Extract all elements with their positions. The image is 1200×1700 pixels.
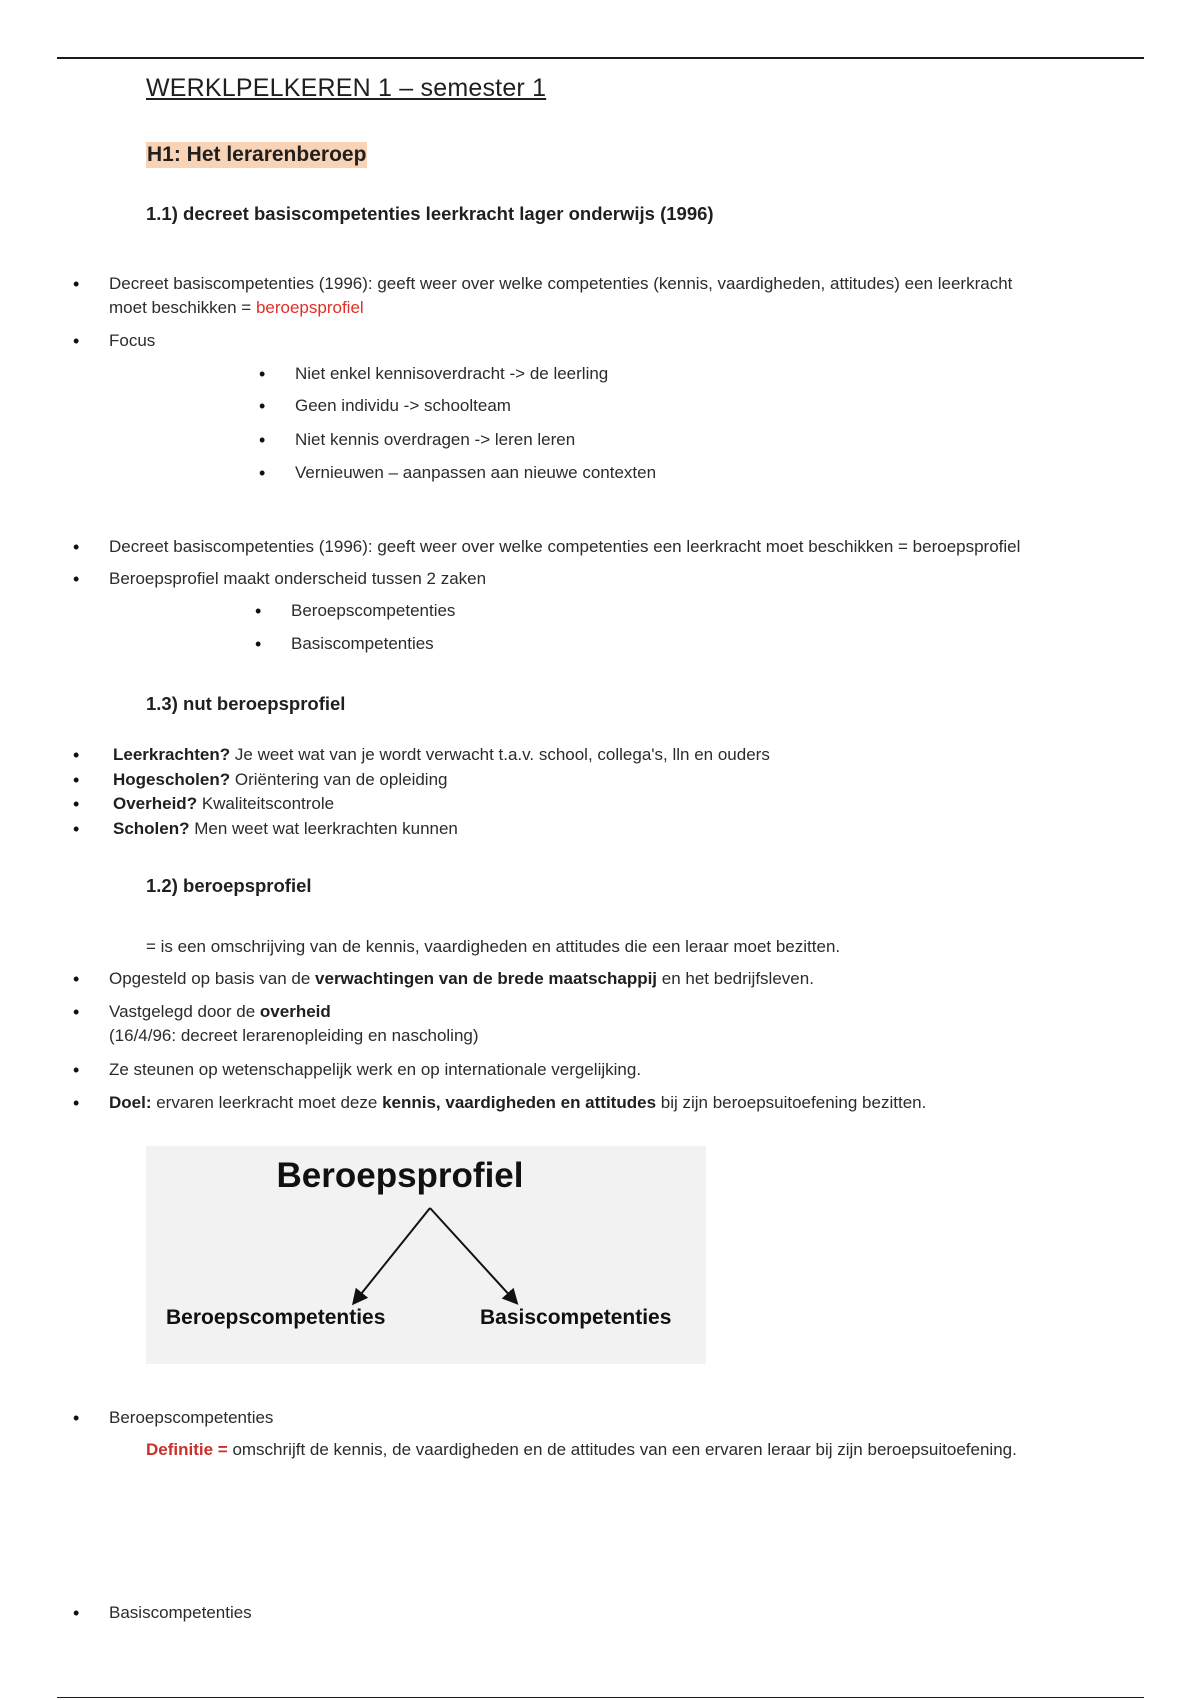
definition-line: [146, 1438, 1017, 1462]
label: Hogescholen?: [113, 770, 231, 789]
list-item: [113, 792, 334, 816]
bold-text: Doel:: [109, 1093, 152, 1112]
text: en het bedrijfsleven.: [657, 969, 814, 988]
line: (16/4/96: decreet lerarenopleiding en nascholing): [109, 1026, 479, 1045]
label: Leerkrachten?: [113, 745, 231, 764]
definition-text: = is een omschrijving van de kennis, vaardigheden en attitudes die een leraar moet bezitten.: [146, 937, 841, 956]
diagram-right: Basiscompetenties: [480, 1306, 672, 1329]
text: Oriëntering van de opleiding: [230, 770, 448, 789]
arrow-left: [357, 1208, 430, 1299]
label: Overheid?: [113, 794, 198, 813]
line: [109, 1000, 479, 1024]
diagram-left: Beroepscompetenties: [166, 1306, 386, 1329]
beroepsprofiel-diagram: [146, 1146, 706, 1364]
text: Vastgelegd door de: [109, 1002, 260, 1021]
chapter-heading: H1: Het lerarenberoep: [147, 143, 367, 166]
list-item: [109, 967, 814, 991]
bullet-text-line2: [109, 296, 1119, 320]
top-rule: [57, 57, 1144, 59]
bullet-text-line1: • Decreet basiscompetenties (1996): geeft weer over welke competenties (kennis, vaardigheden, attitudes) een leerkracht: [109, 274, 1013, 293]
list-item: [109, 272, 1119, 320]
list-item: • Basiscompetenties: [109, 1601, 252, 1625]
list-item: • Beroepscompetenties: [291, 599, 455, 623]
list-item: • Beroepscompetenties: [109, 1406, 273, 1430]
list-item: [113, 817, 458, 841]
bold-text: kennis, vaardigheden en attitudes: [382, 1093, 657, 1112]
list-item: • Beroepsprofiel maakt onderscheid tussen 2 zaken: [109, 567, 486, 591]
text: bij zijn beroepsuitoefening bezitten.: [656, 1093, 927, 1112]
text: Kwaliteitscontrole: [197, 794, 335, 813]
text: Opgesteld op basis van de: [109, 969, 316, 988]
list-item: • Basiscompetenties: [291, 632, 434, 656]
list-item: [109, 1091, 926, 1115]
highlight-beroepsprofiel: beroepsprofiel: [255, 298, 364, 317]
text: moet beschikken =: [109, 298, 256, 317]
list-item: • Niet kennis overdragen -> leren leren: [295, 428, 575, 452]
section-1-2-heading: 1.2) beroepsprofiel: [146, 875, 312, 896]
text: ervaren leerkracht moet deze: [151, 1093, 383, 1112]
label: Scholen?: [113, 819, 190, 838]
definition-text: omschrijft de kennis, de vaardigheden en de attitudes van een ervaren leraar bij zijn beroepsuitoefening.: [227, 1440, 1017, 1459]
list-item: [109, 1000, 479, 1048]
section-1-1-heading: 1.1) decreet basiscompetenties leerkracht lager onderwijs (1996): [146, 203, 714, 224]
definition-label: Definitie =: [146, 1440, 228, 1459]
diagram-root: Beroepsprofiel: [276, 1156, 524, 1195]
section-1-3-heading: 1.3) nut beroepsprofiel: [146, 693, 346, 714]
bold-text: overheid: [259, 1002, 331, 1021]
document-title: WERKLPELKEREN 1 – semester 1: [146, 74, 547, 102]
list-item: • Vernieuwen – aanpassen aan nieuwe contexten: [295, 461, 656, 485]
arrow-right: [430, 1208, 513, 1299]
list-item: • Decreet basiscompetenties (1996): geeft weer over welke competenties een leerkracht moet beschikken = beroepsprofiel: [109, 535, 1020, 559]
list-item: • Niet enkel kennisoverdracht -> de leerling: [295, 362, 608, 386]
bottom-rule: [57, 1697, 1144, 1698]
list-item: [113, 768, 448, 792]
bold-text: verwachtingen van de brede maatschappij: [315, 969, 658, 988]
list-item: [113, 743, 770, 767]
text: Je weet wat van je wordt verwacht t.a.v. school, collega's, lln en ouders: [230, 745, 770, 764]
list-item: • Geen individu -> schoolteam: [295, 394, 511, 418]
list-item: • Ze steunen op wetenschappelijk werk en op internationale vergelijking.: [109, 1058, 641, 1082]
list-item: • Focus: [109, 329, 155, 353]
text: Men weet wat leerkrachten kunnen: [189, 819, 458, 838]
